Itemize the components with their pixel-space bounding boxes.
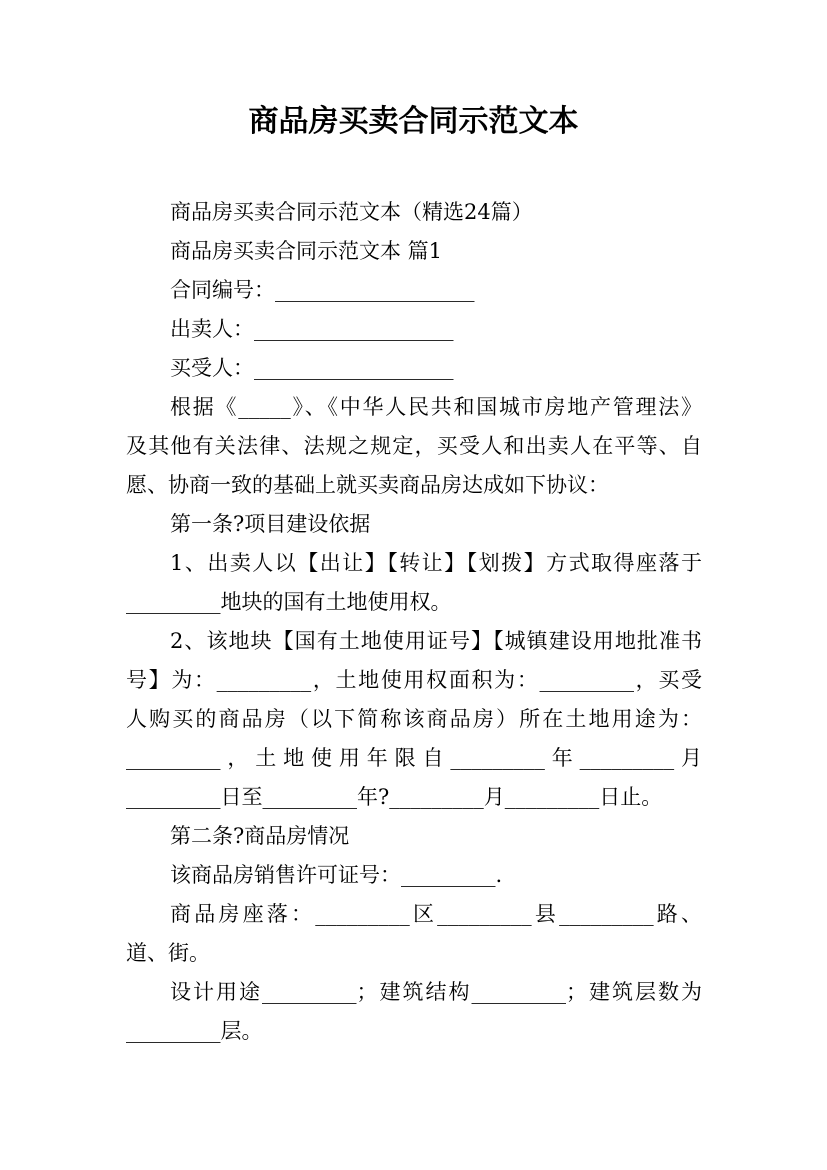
article-heading: 第一条?项目建设依据: [170, 512, 371, 536]
buyer-line: 买受人：___________________: [170, 356, 454, 380]
paragraph-line: 道、街。: [126, 941, 210, 965]
paragraph-line: 设计用途_________；建筑结构_________；建筑层数为: [170, 980, 702, 1004]
paragraph-line: 1、出卖人以【出让】【转让】【划拨】方式取得座落于: [170, 551, 702, 575]
paragraph-line: 号】为：_________，土地使用权面积为：_________，买受: [126, 668, 702, 692]
paragraph-line: 愿、协商一致的基础上就买卖商品房达成如下协议：: [126, 473, 609, 497]
subtitle-line: 商品房买卖合同示范文本（精选24篇）: [170, 200, 533, 224]
article-heading: 第二条?商品房情况: [170, 824, 350, 848]
paragraph-line: 2、该地块【国有土地使用证号】【城镇建设用地批准书: [170, 629, 702, 653]
section-heading: 商品房买卖合同示范文本 篇1: [170, 239, 443, 263]
document-title: 商品房买卖合同示范文本: [248, 104, 579, 139]
seller-line: 出卖人：___________________: [170, 317, 454, 341]
contract-number-line: 合同编号：___________________: [170, 278, 475, 302]
paragraph-line: 及其他有关法律、法规之规定，买受人和出卖人在平等、自: [126, 434, 702, 458]
paragraph-line: _________日至_________年?_________月_________日止。: [126, 785, 663, 809]
paragraph-line: 商品房座落：_________区_________县_________路、: [170, 902, 702, 926]
paragraph-line: _________，土地使用年限自_________年_________月: [126, 746, 702, 770]
paragraph-line: _________地块的国有土地使用权。: [126, 590, 452, 614]
paragraph-line: 该商品房销售许可证号：_________.: [170, 863, 503, 887]
paragraph-line: 根据《_____》、《中华人民共和国城市房地产管理法》: [170, 395, 702, 419]
paragraph-line: _________层。: [126, 1019, 263, 1043]
paragraph-line: 人购买的商品房（以下简称该商品房）所在土地用途为：: [126, 707, 702, 731]
